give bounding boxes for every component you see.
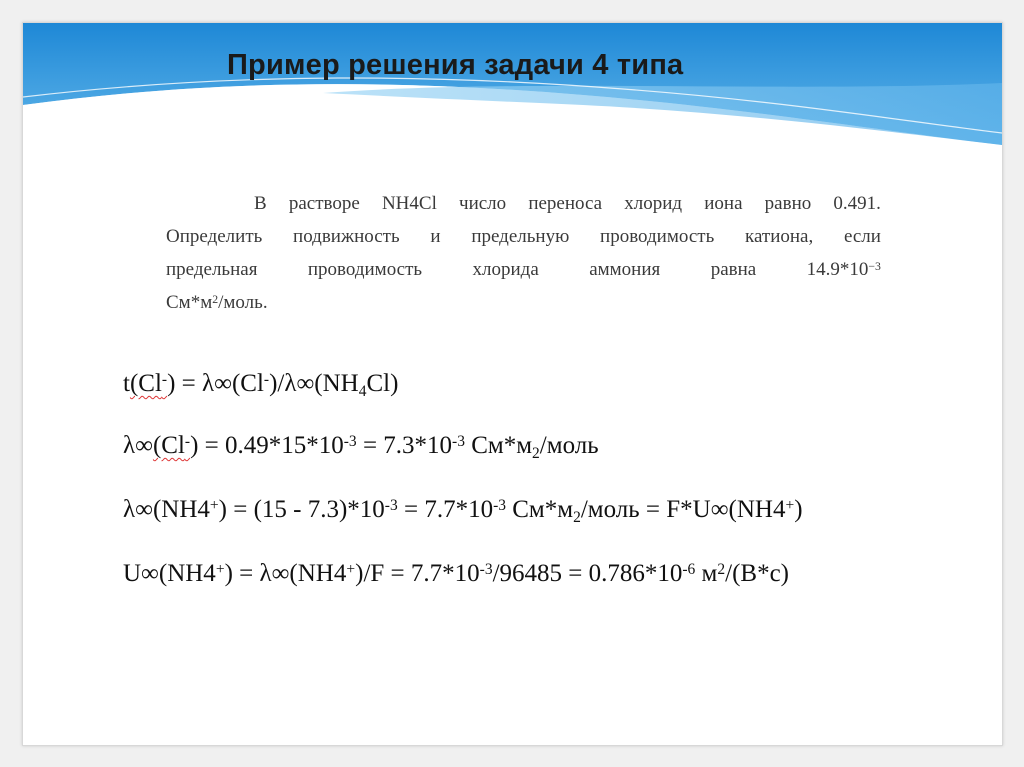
conductivity-value — [807, 253, 881, 286]
word: катиона, — [745, 226, 814, 247]
eq-text: См*м — [506, 496, 574, 523]
eq-text — [130, 370, 167, 397]
eq-text: м — [695, 560, 718, 587]
equation-ammonium-conductivity — [123, 496, 803, 524]
eq-text: ) = (15 - 7.3)*10 — [218, 496, 385, 523]
problem-statement — [166, 187, 881, 319]
word: число — [459, 193, 507, 214]
superscript: -3 — [479, 561, 493, 579]
equation-chloride-conductivity — [123, 432, 599, 460]
superscript: -3 — [493, 497, 506, 515]
subscript: 4 — [358, 382, 367, 400]
eq-text: λ∞ — [123, 432, 153, 459]
eq-text: ) = 0.49*15*10 — [190, 432, 344, 459]
superscript: - — [263, 371, 270, 389]
eq-text: U∞(NH4 — [123, 560, 216, 587]
superscript: + — [346, 561, 356, 579]
superscript: -3 — [384, 497, 398, 515]
word: аммония — [589, 259, 661, 280]
word: проводимость — [600, 226, 715, 247]
word: переноса — [528, 193, 603, 214]
equation-transfer-number — [123, 370, 398, 398]
superscript: + — [209, 497, 219, 515]
word: равно — [764, 193, 812, 214]
eq-text: /96485 = 0.786*10 — [492, 560, 683, 587]
word: хлорид — [624, 193, 683, 214]
word: 0.491. — [833, 193, 881, 214]
word: NH4Cl — [381, 193, 437, 214]
superscript: -6 — [682, 561, 696, 579]
units-text: См*м — [166, 292, 213, 313]
units-text: /моль. — [218, 292, 268, 313]
problem-line-4 — [166, 286, 881, 319]
eq-text: Cl) — [366, 370, 399, 397]
problem-line-2 — [166, 220, 881, 253]
superscript: + — [215, 561, 225, 579]
slide-title: Пример решения задачи 4 типа — [227, 49, 684, 81]
eq-text: (Cl — [129, 370, 162, 397]
superscript: -3 — [343, 433, 357, 451]
superscript: 2 — [717, 561, 726, 579]
superscript: -3 — [452, 433, 465, 451]
word: В — [254, 193, 267, 214]
eq-text: = 7.3*10 — [356, 432, 453, 459]
exponent: 2 — [212, 292, 219, 306]
eq-text: )/λ∞(NH — [269, 370, 359, 397]
word: предельная — [166, 259, 258, 280]
eq-text: λ∞(NH4 — [123, 496, 210, 523]
header-banner — [23, 23, 1002, 148]
slide — [22, 22, 1003, 746]
problem-line-1 — [166, 187, 881, 220]
word: равна — [710, 259, 757, 280]
eq-text: )/F = 7.7*10 — [355, 560, 480, 587]
word: Определить — [166, 226, 263, 247]
word: иона — [704, 193, 743, 214]
word: предельную — [471, 226, 570, 247]
units — [166, 286, 268, 319]
word: хлорида — [472, 259, 539, 280]
equation-ammonium-mobility — [123, 560, 789, 588]
eq-text: ) = λ∞(NH4 — [224, 560, 347, 587]
eq-text: (Cl — [152, 432, 185, 459]
eq-text: t — [123, 370, 130, 397]
value-text: 14.9*10 — [806, 259, 869, 280]
word: растворе — [288, 193, 360, 214]
word: если — [843, 226, 881, 247]
problem-line-3 — [166, 253, 881, 286]
eq-text: /(В*с) — [725, 560, 789, 587]
eq-text: = 7.7*10 — [397, 496, 494, 523]
word: подвижность — [293, 226, 400, 247]
eq-text: /моль — [539, 432, 599, 459]
eq-text: ) — [794, 496, 803, 523]
eq-text — [153, 432, 190, 459]
superscript: - — [184, 433, 191, 451]
eq-text: См*м — [464, 432, 533, 459]
word: проводимость — [307, 259, 423, 280]
superscript: - — [161, 371, 168, 389]
eq-text: ) = λ∞(Cl — [167, 370, 264, 397]
subscript: 2 — [532, 444, 540, 462]
superscript: + — [785, 497, 795, 515]
word: и — [430, 226, 441, 247]
eq-text: /моль = F*U∞(NH4 — [580, 496, 786, 523]
subscript: 2 — [573, 508, 581, 526]
exponent: −3 — [868, 259, 881, 273]
